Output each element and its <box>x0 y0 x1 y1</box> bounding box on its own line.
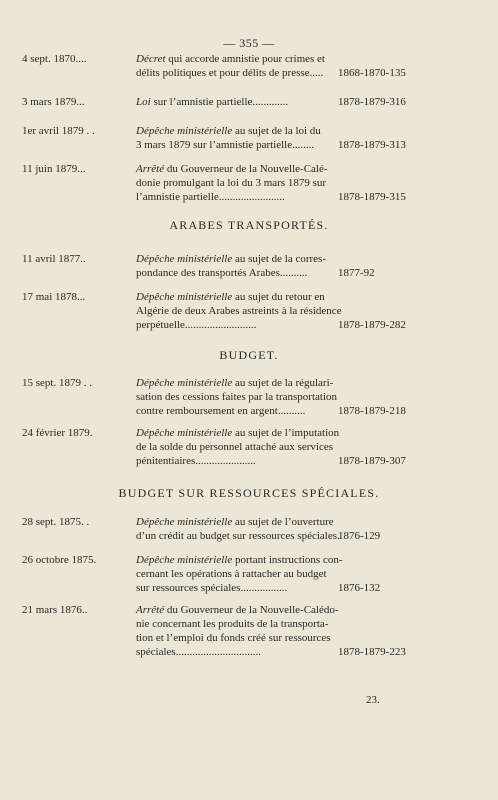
page-number: — 355 — <box>223 36 275 50</box>
entry-date: 28 sept. 1875. . <box>22 516 90 528</box>
entry-reference: 1878-1879-223 <box>338 646 406 658</box>
entry-reference: 1878-1879-313 <box>338 139 406 151</box>
entry-keyword: Dépêche ministérielle <box>136 516 233 528</box>
entry-text: Loi sur l’amnistie partielle............. <box>136 96 289 108</box>
entry-reference: 1878-1879-315 <box>338 191 406 203</box>
entry-date: 15 sept. 1879 . . <box>22 377 92 389</box>
entry-reference: 1868-1870-135 <box>338 67 406 79</box>
entry-date: 11 avril 1877.. <box>22 253 86 265</box>
entry-date: 26 octobre 1875. <box>22 554 97 566</box>
entry-reference: 1878-1879-307 <box>338 455 406 467</box>
entry-date: 21 mars 1876.. <box>22 604 88 616</box>
entry-keyword: Dépêche ministérielle <box>136 427 233 439</box>
entry-keyword: Décret <box>136 53 166 65</box>
entry-reference: 1878-1879-282 <box>338 319 406 331</box>
entry-keyword: Arrêté <box>136 604 165 616</box>
entry-reference: 1876-129 <box>338 530 381 542</box>
section-heading: ARABES TRANSPORTÉS. <box>169 218 329 232</box>
entry-keyword: Arrêté <box>136 163 165 175</box>
entry-text: Dépêche ministérielle portant instructions con- cernant les opérations à rattacher au budget sur ressources spéciales................. <box>136 554 343 594</box>
entry-keyword: Dépêche ministérielle <box>136 377 233 389</box>
entry-date: 4 sept. 1870.... <box>22 53 87 65</box>
section-heading: BUDGET SUR RESSOURCES SPÉCIALES. <box>118 486 380 500</box>
entry-reference: 1877-92 <box>338 267 375 279</box>
signature-mark: 23. <box>366 694 380 706</box>
section-heading: BUDGET. <box>219 348 279 362</box>
entry-reference: 1878-1879-218 <box>338 405 406 417</box>
entry-text: Arrêté du Gouverneur de la Nouvelle-Calédo- nie concernant les produits de la transporta- tion et l’emploi du fonds créé sur ressources spéciales............................... <box>136 604 339 658</box>
entry-keyword: Dépêche ministérielle <box>136 253 233 265</box>
entry-text: Dépêche ministérielle au sujet de l’ouverture d’un crédit au budget sur ressources spéciales. <box>136 516 340 542</box>
entry-text: Dépêche ministérielle au sujet de l’imputation de la solde du personnel attaché aux services pénitentiaires...................... <box>136 427 340 467</box>
entry-keyword: Dépêche ministérielle <box>136 554 233 566</box>
entry-date: 1er avril 1879 . . <box>22 125 95 137</box>
entry-date: 3 mars 1879... <box>22 96 85 108</box>
entry-text: Dépêche ministérielle au sujet de la corres- pondance des transportés Arabes.......... <box>136 253 326 279</box>
entry-date: 24 février 1879. <box>22 427 93 439</box>
entry-text: Dépêche ministérielle au sujet de la régulari- sation des cessions faites par la transportation contre remboursement en argent.......... <box>136 377 338 417</box>
entry-keyword: Dépêche ministérielle <box>136 125 233 137</box>
entry-keyword: Loi <box>136 96 151 108</box>
entry-text: Décret qui accorde amnistie pour crimes et délits politiques et pour délits de presse..... <box>136 53 325 79</box>
entry-date: 11 juin 1879... <box>22 163 86 175</box>
entry-date: 17 mai 1878... <box>22 291 86 303</box>
entry-text: Arrêté du Gouverneur de la Nouvelle-Calé- donie promulgant la loi du 3 mars 1879 sur l’amnistie partielle........................ <box>136 163 328 203</box>
entry-text: Dépêche ministérielle au sujet de la loi du 3 mars 1879 sur l’amnistie partielle........ <box>136 125 321 151</box>
entry-reference: 1878-1879-316 <box>338 96 406 108</box>
entry-keyword: Dépêche ministérielle <box>136 291 233 303</box>
entry-text: Dépêche ministérielle au sujet du retour en Algérie de deux Arabes astreints à la résidence perpétuelle.......................... <box>136 291 342 331</box>
entry-reference: 1876-132 <box>338 582 381 594</box>
